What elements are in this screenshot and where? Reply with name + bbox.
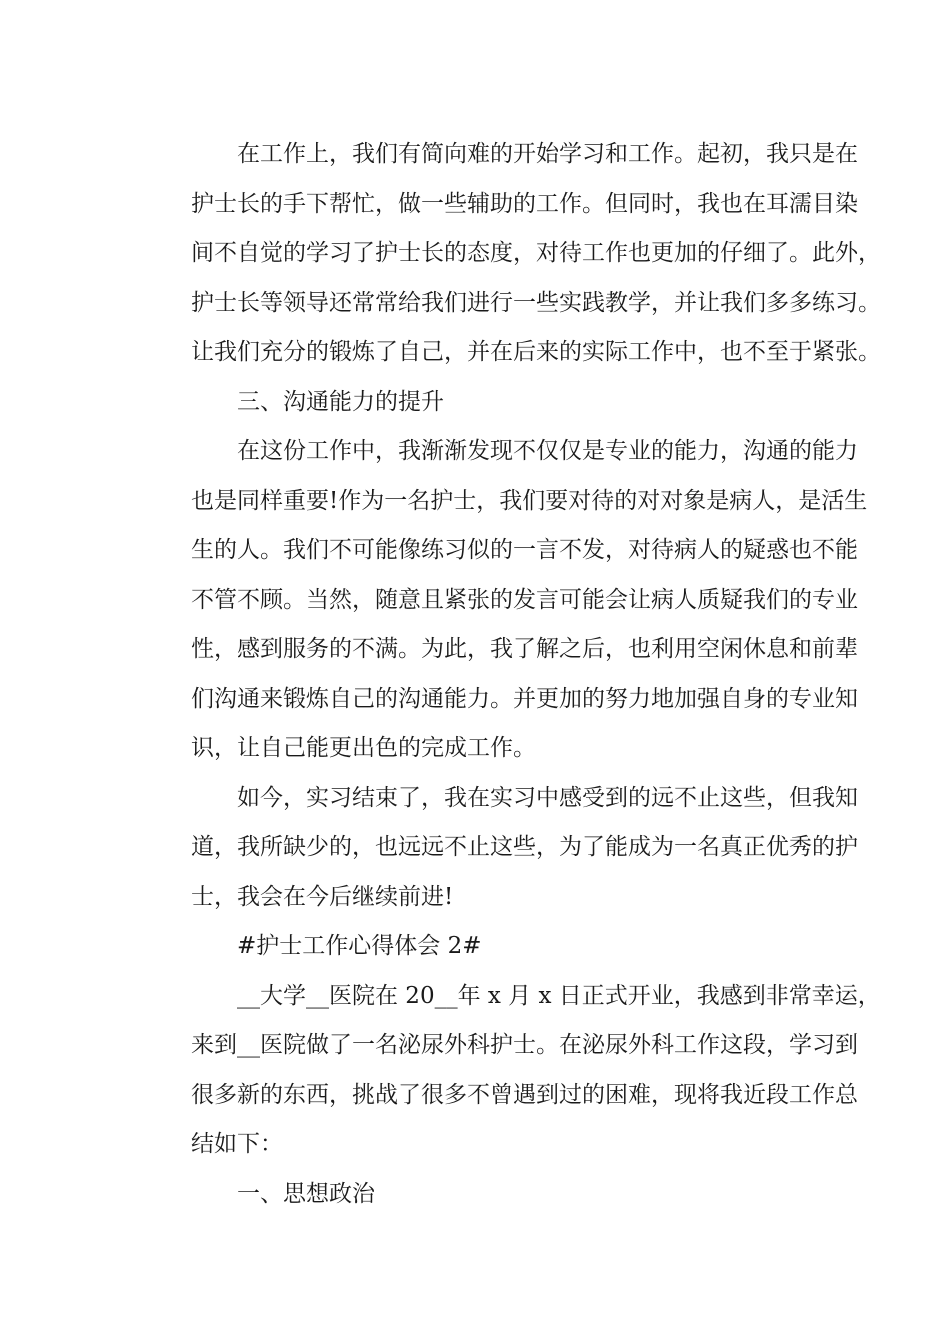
document-body — [145, 130, 881, 1219]
text-line: 结如下： — [191, 1131, 283, 1157]
paragraph-work-learning — [145, 130, 881, 378]
text-line: 护士长等领导还常常给我们进行一些实践教学，并让我们多多练习。 — [191, 289, 881, 316]
text-line: 让我们充分的锻炼了自己，并在后来的实际工作中，也不至于紧张。 — [191, 339, 881, 365]
text-line: 生的人。我们不可能像练习似的一言不发，对待病人的疑惑也不能 — [191, 537, 858, 563]
text-line: 如今，实习结束了，我在实习中感受到的远不止这些，但我知 — [237, 784, 858, 811]
text-line: 在这份工作中，我渐渐发现不仅仅是专业的能力，沟通的能力 — [237, 438, 858, 464]
text-line: 性，感到服务的不满。为此，我了解之后，也利用空闲休息和前辈 — [191, 636, 858, 662]
text-line: 在工作上，我们有简向难的开始学习和工作。起初，我只是在 — [237, 141, 858, 167]
text-line: 来到__医院做了一名泌尿外科护士。在泌尿外科工作这段，学习到 — [191, 1032, 858, 1058]
text-line: 护士长的手下帮忙，做一些辅助的工作。但同时，我也在耳濡目染 — [191, 190, 858, 217]
text-line: 很多新的东西，挑战了很多不曾遇到过的困难，现将我近段工作总 — [191, 1081, 858, 1108]
section-heading-communication — [145, 378, 825, 428]
text-line: 道，我所缺少的，也远远不止这些，为了能成为一名真正优秀的护 — [191, 834, 858, 860]
article-title: #护士工作心得体会 2# — [237, 933, 482, 959]
text-line: __大学__医院在 20__年 x 月 x 日正式开业，我感到非常幸运， — [237, 982, 881, 1009]
article-title-2 — [145, 922, 825, 972]
text-line: 识，让自己能更出色的完成工作。 — [191, 735, 536, 761]
section-heading: 三、沟通能力的提升 — [237, 388, 444, 415]
section-heading-politics — [145, 1170, 825, 1220]
text-line: 士，我会在今后继续前进! — [191, 883, 454, 910]
section-heading: 一、思想政治 — [237, 1180, 375, 1207]
text-line: 不管不顾。当然，随意且紧张的发言可能会让病人质疑我们的专业 — [191, 586, 858, 613]
paragraph-communication — [145, 427, 868, 774]
paragraph-conclusion — [145, 774, 858, 923]
text-line: 间不自觉的学习了护士长的态度，对待工作也更加的仔细了。此外， — [191, 240, 881, 266]
text-line: 也是同样重要!作为一名护士，我们要对待的对对象是病人，是活生 — [191, 487, 868, 514]
text-line: 们沟通来锻炼自己的沟通能力。并更加的努力地加强自身的专业知 — [191, 685, 858, 712]
paragraph-intro-2 — [145, 972, 881, 1170]
